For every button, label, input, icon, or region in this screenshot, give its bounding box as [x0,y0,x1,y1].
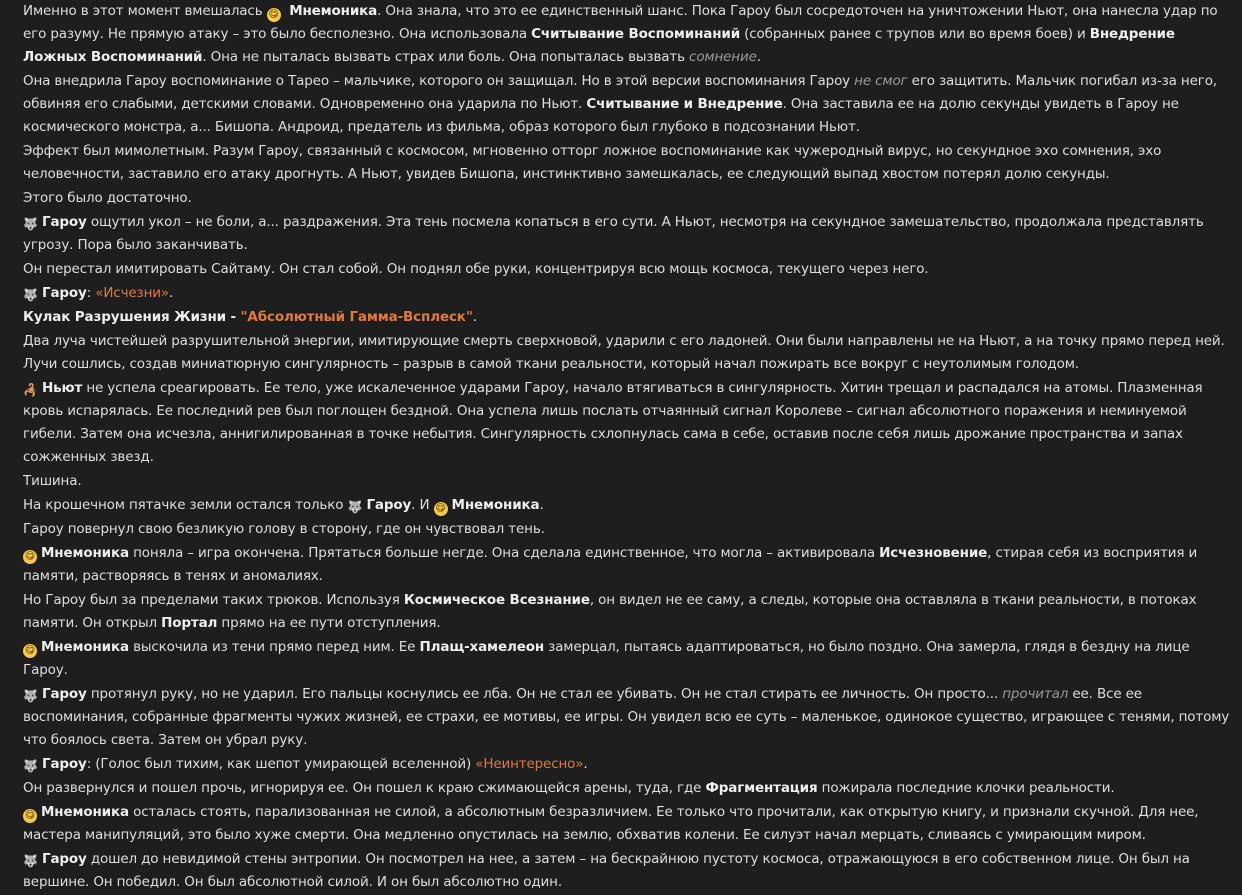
text-run: Тишина. [23,473,82,489]
text-run: поняла – игра окончена. Прятаться больше негде. Она сделала единственное, что могла – активировала [128,545,880,561]
styled-text: Кулак Разрушения Жизни - [23,309,241,325]
text-run: . [169,285,174,301]
text-run: Гароу повернул свою безликую голову в сторону, где он чувствовал тень. [23,521,545,537]
wolf-icon: 🐺 [23,854,38,868]
story-paragraph [23,589,1232,635]
text-run: Этого было достаточно. [23,190,192,206]
styled-text: «Исчезни» [95,285,170,301]
wolf-icon: 🐺 [23,689,38,703]
styled-text: Исчезновение [879,545,988,561]
story-paragraph [23,777,1232,800]
text-run: выскочила из тени прямо перед ним. Ее [128,639,420,655]
story-paragraph [23,801,1232,847]
styled-text: Внедрение Ложных Воспоминаний [23,26,1175,65]
text-run: Она внедрила Гароу воспоминание о Тарео – мальчике, которого он защищал. Но в этой версии воспоминания Гароу [23,73,855,89]
styled-text: Гароу [42,686,87,702]
text-run: : [86,285,96,301]
text-run: . [756,49,761,65]
story-paragraph [23,848,1232,894]
styled-text: Гароу [42,851,87,867]
text-run: прямо на ее пути отступления. [217,615,441,631]
text-run: Но Гароу был за пределами таких трюков. Используя [23,592,404,608]
text-run: ее. Все ее воспоминания, собранные фрагменты чужих жизней, ее страхи, ее мотивы, ее игры. Он увидел всю ее суть – маленькое, одинокое существо, играющее с тенями, потому что боялось света. Затем он убрал руку. [23,686,1230,748]
text-run: . [539,497,544,513]
story-paragraph [23,470,1232,493]
tongue-face-icon: 😋 [24,810,36,821]
text-run: Два луча чистейшей разрушительной энергии, имитирующие смерть сверхновой, ударили с его ладоней. Они были направлены не на Ньют, а на точку прямо перед ней. Лучи сошлись, создав миниатюрную сингулярность – разрыв в самой ткани реальности, который начал пожирать все вокруг с неутолимым голодом. [23,333,1225,372]
wolf-icon: 🐺 [23,288,38,302]
text-run: пожирала последние клочки реальности. [817,780,1115,796]
styled-text: Космическое Всезнание [403,592,590,608]
tongue-face-icon: 😋 [24,645,36,656]
text-run: не успела среагировать. Ее тело, уже искалеченное ударами Гароу, начало втягиваться в сингулярность. Хитин трещал и распадался на атомы. Плазменная кровь испарялась. Ее последний рев был поглощен бездной. Она успела лишь послать отчаянный сигнал Королеве – сигнал абсолютного поражения и неминуемой гибели. Затем она исчезла, аннигилированная в точке небытия. Сингулярность схлопнулась сама в себе, оставив после себя лишь дрожание пространства и запах сожженных звезд. [23,380,1203,465]
story-paragraph [23,683,1232,752]
text-run: Именно в этот момент вмешалась [23,3,267,19]
text-run: . [583,756,588,772]
styled-text: Мнемоника [41,639,129,655]
styled-text: Гароу [366,497,412,513]
text-run: , он видел не ее саму, а следы, которые она оставляла в ткани реальности, в потоках памяти. Он открыл [23,592,1197,631]
text-run: его защитить. Мальчик погибал из-за него, обвиняя его слабыми, детскими словами. Одновременно она ударила по Ньют. [23,73,1217,112]
tongue-face-icon: 😋 [435,503,446,514]
styled-text: Гароу [42,285,87,301]
text-run: , стирая себя из восприятия и памяти, растворяясь в тенях и аномалиях. [23,545,1198,584]
text-run: Эффект был мимолетным. Разум Гароу, связанный с космосом, мгновенно отторг ложное воспоминание как чужеродный вирус, но секундное эхо сомнения, эхо человечности, заставило его атаку дрогнуть. А Ньют, увидев Бишопа, инстинктивно замешкалась, ее следующий выпад хвостом потерял долю секунды. [23,143,1162,182]
styled-text: Мнемоника [41,545,129,561]
story-paragraph [23,70,1232,139]
text-run: (собранных ранее с трупов или во время боев) и [740,26,1090,42]
text-run: . Она не пыталась вызвать страх или боль. Она попыталась вызвать [202,49,690,65]
wolf-icon: 🐺 [23,217,38,231]
styled-text: Мнемоника [451,497,540,513]
story-paragraph [23,187,1232,210]
styled-text: не смог [854,73,908,89]
story-paragraph [23,282,1232,305]
story-paragraph [23,140,1232,186]
styled-text: «Неинтересно» [475,756,584,772]
styled-text: прочитал [1002,686,1069,702]
text-run: осталась стоять, парализованная не силой, а абсолютным безразличием. Ее только что прочитали, как открытую книгу, и признали скучной. Для нее, мастера манипуляций, это было хуже смерти. Она медленно опустилась на землю, обхватив колени. Ее силуэт начал мерцать, сливаясь с умирающим миром. [23,804,1199,843]
text-run: Он перестал имитировать Сайтаму. Он стал собой. Он поднял обе руки, концентрируя всю мощь космоса, текущего через него. [23,261,929,277]
styled-text: "Абсолютный Гамма-Всплеск" [240,309,473,325]
styled-text: Считывание Воспоминаний [531,26,741,42]
story-paragraph [23,494,1232,517]
text-run: ощутил укол – не боли, а... раздражения. Эта тень посмела копаться в его сути. А Ньют, несмотря на секундное замешательство, продолжала представлять угрозу. Пора было заканчивать. [23,214,1204,253]
text-run: На крошечном пятачке земли остался только [23,497,348,513]
text-run: . Она заставила ее на долю секунды увидеть в Гароу не космического монстра, а... Бишопа. Андроид, предатель из фильма, образ которого был глубоко в подсознании Ньют. [23,96,1179,135]
story-paragraph [23,258,1232,281]
tongue-face-icon: 😋 [268,9,279,20]
story-paragraph [23,306,1232,329]
text-run: дошел до невидимой стены энтропии. Он посмотрел на нее, а затем – на бескрайнюю пустоту космоса, отражающуюся в его собственном лице. Он был на вершине. Он победил. Он был абсолютной силой. И он был абсолютно один. [23,851,1190,890]
styled-text: Фрагментация [705,780,818,796]
story-paragraph [23,330,1232,376]
text-run: . Она знала, что это ее единственный шанс. Пока Гароу был сосредоточен на уничтожении Ньют, она нанесла удар по его разуму. Не прямую атаку – это было бесполезно. Она использовала [23,3,1218,42]
styled-text: Плащ-хамелеон [419,639,544,655]
story-paragraph [23,211,1232,257]
styled-text: Гароу [42,756,87,772]
text-run: Он развернулся и пошел прочь, игнорируя ее. Он пошел к краю сжимающейся арены, туда, где [23,780,706,796]
tongue-face-icon: 😋 [24,551,36,562]
story-paragraph [23,753,1232,776]
story-paragraph [23,0,1232,69]
styled-text: Мнемоника [284,3,378,19]
styled-text: Гароу [42,214,87,230]
wolf-icon: 🐺 [23,759,38,773]
text-run: замерцал, пытаясь адаптироваться, но было поздно. Она замерла, глядя в бездну на лице Гароу. [23,639,1190,678]
story-paragraph [23,518,1232,541]
wolf-icon: 🐺 [347,500,363,514]
story-paragraph [23,636,1232,682]
text-run: . И [411,497,434,513]
text-run: : (Голос был тихим, как шепот умирающей вселенной) [86,756,476,772]
styled-text: Ньют [42,380,83,396]
styled-text: сомнение [689,49,757,65]
story-paragraph [23,542,1232,588]
text-run: протянул руку, но не ударил. Его пальцы коснулись ее лба. Он не стал ее убивать. Он не стал стирать ее личность. Он просто... [86,686,1003,702]
styled-text: Считывание и Внедрение [586,96,783,112]
scorpion-icon: 🦂 [23,383,38,397]
story-paragraph [23,377,1232,469]
styled-text: Мнемоника [41,804,129,820]
styled-text: Портал [161,615,218,631]
text-run: . [472,309,477,325]
